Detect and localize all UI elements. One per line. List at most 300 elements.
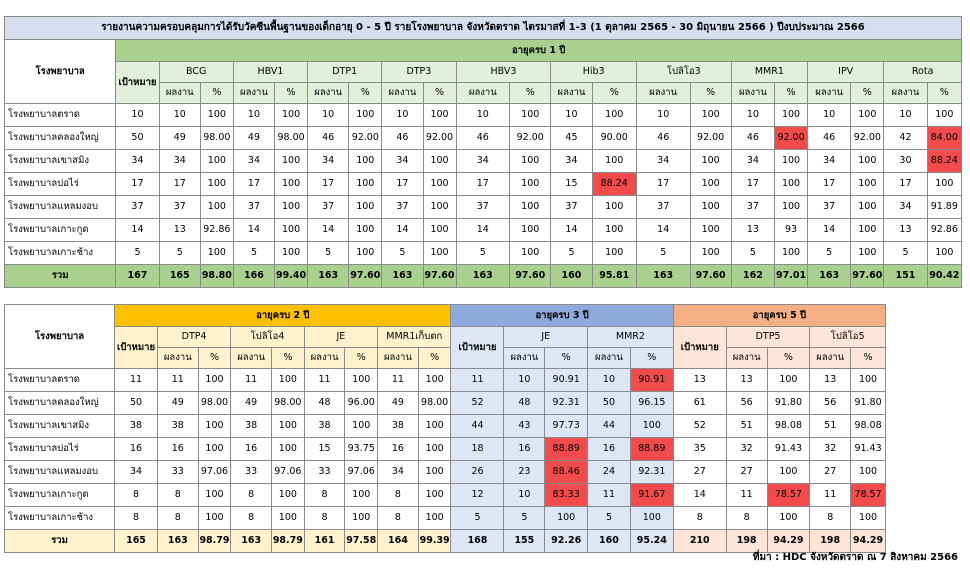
- result-cell: 17: [884, 173, 927, 196]
- table-row: [5, 219, 962, 242]
- percent-subheader: %: [275, 83, 308, 104]
- result-cell: 34: [808, 150, 851, 173]
- result-cell: 14: [233, 219, 274, 242]
- value-cell: 8: [157, 484, 198, 507]
- percent-cell: 100: [851, 242, 884, 265]
- result-subheader: ผลงาน: [233, 83, 274, 104]
- target-cell: 37: [116, 196, 159, 219]
- value-cell: 43: [504, 415, 545, 438]
- total-cell: 210: [673, 530, 726, 553]
- hospital-name: โรงพยาบาลเกาะช้าง: [5, 507, 115, 530]
- vaccine-header: JE: [304, 327, 377, 348]
- table-row: [5, 438, 886, 461]
- percent-cell: 100: [592, 104, 636, 127]
- result-cell: 10: [551, 104, 592, 127]
- result-cell: 5: [884, 242, 927, 265]
- value-cell: 11: [726, 484, 767, 507]
- total-cell: 160: [551, 265, 592, 288]
- value-cell: 92.31: [545, 392, 588, 415]
- vaccine-header: JE: [504, 327, 588, 348]
- result-cell: 5: [731, 242, 774, 265]
- result-subheader: ผลงาน: [308, 83, 349, 104]
- percent-cell: 100: [851, 150, 884, 173]
- percent-cell: 100: [592, 150, 636, 173]
- value-cell: 90.91: [545, 369, 588, 392]
- total-cell: 151: [884, 265, 927, 288]
- percent-cell: 100: [200, 196, 233, 219]
- total-cell: 95.24: [630, 530, 673, 553]
- total-cell: 90.42: [927, 265, 961, 288]
- percent-cell: 100: [510, 104, 551, 127]
- result-cell: 34: [382, 150, 423, 173]
- result-cell: 34: [636, 150, 690, 173]
- value-cell: 16: [504, 438, 545, 461]
- vaccine-header: Rota: [884, 62, 962, 83]
- target-cell: 26: [451, 461, 504, 484]
- table-row: [5, 196, 962, 219]
- result-cell: 46: [308, 127, 349, 150]
- value-cell: 100: [767, 461, 810, 484]
- percent-cell: 100: [690, 104, 731, 127]
- percent-subheader: %: [272, 348, 305, 369]
- value-cell: 100: [851, 461, 886, 484]
- result-subheader: ผลงาน: [810, 348, 851, 369]
- result-cell: 46: [456, 127, 510, 150]
- result-cell: 10: [808, 104, 851, 127]
- hospital-name: โรงพยาบาลตราด: [5, 104, 116, 127]
- value-cell: 98.08: [851, 415, 886, 438]
- total-cell: 161: [304, 530, 345, 553]
- percent-cell: 88.24: [927, 150, 961, 173]
- result-cell: 34: [456, 150, 510, 173]
- total-cell: 163: [456, 265, 510, 288]
- hospital-name: โรงพยาบาลตราด: [5, 369, 115, 392]
- age2-5-coverage-table: [4, 304, 886, 553]
- total-label: รวม: [5, 265, 116, 288]
- total-cell: 98.79: [272, 530, 305, 553]
- target-cell: 44: [451, 415, 504, 438]
- total-cell: 97.01: [775, 265, 808, 288]
- percent-cell: 100: [423, 150, 456, 173]
- result-cell: 5: [551, 242, 592, 265]
- result-subheader: ผลงาน: [304, 348, 345, 369]
- table-row: [5, 484, 886, 507]
- percent-subheader: %: [775, 83, 808, 104]
- target-cell: 13: [673, 369, 726, 392]
- percent-subheader: %: [423, 83, 456, 104]
- target-cell: 14: [116, 219, 159, 242]
- hospital-name: โรงพยาบาลคลองใหญ่: [5, 392, 115, 415]
- value-cell: 8: [157, 507, 198, 530]
- percent-cell: 100: [690, 173, 731, 196]
- percent-cell: 100: [851, 173, 884, 196]
- percent-cell: 100: [349, 242, 382, 265]
- value-cell: 34: [378, 461, 419, 484]
- value-cell: 23: [504, 461, 545, 484]
- value-cell: 97.06: [345, 461, 378, 484]
- percent-cell: 100: [349, 219, 382, 242]
- percent-cell: 100: [775, 196, 808, 219]
- total-cell: 98.79: [198, 530, 231, 553]
- result-cell: 37: [551, 196, 592, 219]
- result-subheader: ผลงาน: [726, 348, 767, 369]
- result-cell: 14: [308, 219, 349, 242]
- target-cell: 11: [115, 369, 158, 392]
- value-cell: 98.00: [198, 392, 231, 415]
- target-cell: 52: [673, 415, 726, 438]
- hospital-name: โรงพยาบาลเกาะกูด: [5, 484, 115, 507]
- percent-cell: 88.24: [592, 173, 636, 196]
- result-cell: 5: [233, 242, 274, 265]
- value-cell: 100: [198, 507, 231, 530]
- total-cell: 94.29: [767, 530, 810, 553]
- value-cell: 97.06: [272, 461, 305, 484]
- percent-subheader: %: [851, 348, 886, 369]
- report-title: รายงานความครอบคลุมการได้รับวัคซีนพื้นฐานของเด็กอายุ 0 - 5 ปี รายโรงพยาบาล จังหวัดตราด ไตรมาสที่ 1-3 (1 ตุลาคม 2565 - 30 มิถุนายน 2566 ) ปีงบประมาณ 2566: [5, 17, 962, 40]
- value-cell: 33: [231, 461, 272, 484]
- result-cell: 37: [456, 196, 510, 219]
- value-cell: 100: [418, 415, 451, 438]
- hospital-name: โรงพยาบาลแหลมงอบ: [5, 196, 116, 219]
- percent-subheader: %: [851, 83, 884, 104]
- percent-cell: 100: [690, 196, 731, 219]
- value-cell: 96.15: [630, 392, 673, 415]
- value-cell: 91.43: [767, 438, 810, 461]
- target-cell: 5: [116, 242, 159, 265]
- result-cell: 17: [159, 173, 200, 196]
- hospital-name: โรงพยาบาลเขาสมิง: [5, 150, 116, 173]
- value-cell: 24: [588, 461, 631, 484]
- result-cell: 5: [808, 242, 851, 265]
- percent-cell: 100: [275, 173, 308, 196]
- total-cell: 98.80: [200, 265, 233, 288]
- result-cell: 5: [382, 242, 423, 265]
- value-cell: 100: [418, 461, 451, 484]
- target-cell: 34: [115, 461, 158, 484]
- total-cell: 162: [731, 265, 774, 288]
- value-cell: 50: [588, 392, 631, 415]
- percent-cell: 100: [510, 219, 551, 242]
- value-cell: 100: [767, 507, 810, 530]
- result-subheader: ผลงาน: [808, 83, 851, 104]
- value-cell: 27: [810, 461, 851, 484]
- value-cell: 92.31: [630, 461, 673, 484]
- result-cell: 13: [731, 219, 774, 242]
- percent-cell: 100: [349, 196, 382, 219]
- value-cell: 48: [504, 392, 545, 415]
- value-cell: 56: [726, 392, 767, 415]
- percent-subheader: %: [510, 83, 551, 104]
- value-cell: 100: [345, 484, 378, 507]
- percent-cell: 91.89: [927, 196, 961, 219]
- result-cell: 10: [884, 104, 927, 127]
- value-cell: 97.73: [545, 415, 588, 438]
- percent-cell: 100: [275, 150, 308, 173]
- percent-cell: 100: [851, 104, 884, 127]
- result-cell: 17: [731, 173, 774, 196]
- hospital-name: โรงพยาบาลเกาะช้าง: [5, 242, 116, 265]
- percent-cell: 92.00: [423, 127, 456, 150]
- target-header: เป้าหมาย: [115, 327, 158, 369]
- percent-subheader: %: [767, 348, 810, 369]
- value-cell: 91.80: [851, 392, 886, 415]
- percent-cell: 100: [200, 242, 233, 265]
- table-row: [5, 461, 886, 484]
- target-cell: 38: [115, 415, 158, 438]
- value-cell: 98.00: [272, 392, 305, 415]
- value-cell: 27: [726, 461, 767, 484]
- value-cell: 16: [378, 438, 419, 461]
- vaccine-header: BCG: [159, 62, 233, 83]
- total-cell: 163: [636, 265, 690, 288]
- total-label: รวม: [5, 530, 115, 553]
- result-cell: 17: [308, 173, 349, 196]
- value-cell: 91.67: [630, 484, 673, 507]
- value-cell: 100: [198, 438, 231, 461]
- percent-cell: 100: [927, 242, 961, 265]
- value-cell: 100: [418, 369, 451, 392]
- result-cell: 14: [551, 219, 592, 242]
- value-cell: 90.91: [630, 369, 673, 392]
- total-cell: 168: [451, 530, 504, 553]
- value-cell: 10: [588, 369, 631, 392]
- value-cell: 13: [810, 369, 851, 392]
- value-cell: 91.43: [851, 438, 886, 461]
- result-cell: 17: [382, 173, 423, 196]
- result-cell: 34: [308, 150, 349, 173]
- value-cell: 97.06: [198, 461, 231, 484]
- percent-cell: 92.00: [349, 127, 382, 150]
- total-cell: 160: [588, 530, 631, 553]
- percent-cell: 100: [775, 173, 808, 196]
- value-cell: 100: [767, 369, 810, 392]
- result-cell: 49: [233, 127, 274, 150]
- result-cell: 37: [636, 196, 690, 219]
- value-cell: 11: [231, 369, 272, 392]
- result-cell: 37: [159, 196, 200, 219]
- result-cell: 5: [636, 242, 690, 265]
- result-subheader: ผลงาน: [456, 83, 510, 104]
- value-cell: 8: [378, 507, 419, 530]
- target-cell: 18: [451, 438, 504, 461]
- value-cell: 91.80: [767, 392, 810, 415]
- percent-cell: 100: [690, 219, 731, 242]
- value-cell: 78.57: [767, 484, 810, 507]
- percent-cell: 100: [200, 104, 233, 127]
- total-cell: 163: [157, 530, 198, 553]
- total-cell: 163: [231, 530, 272, 553]
- result-cell: 10: [233, 104, 274, 127]
- value-cell: 8: [231, 484, 272, 507]
- value-cell: 100: [272, 438, 305, 461]
- result-cell: 37: [808, 196, 851, 219]
- result-subheader: ผลงาน: [159, 83, 200, 104]
- value-cell: 100: [272, 369, 305, 392]
- percent-subheader: %: [418, 348, 451, 369]
- table-row: [5, 507, 886, 530]
- result-cell: 10: [456, 104, 510, 127]
- result-cell: 15: [551, 173, 592, 196]
- value-cell: 100: [545, 507, 588, 530]
- value-cell: 51: [726, 415, 767, 438]
- table-row: [5, 127, 962, 150]
- result-cell: 14: [808, 219, 851, 242]
- percent-cell: 100: [851, 196, 884, 219]
- result-subheader: ผลงาน: [731, 83, 774, 104]
- hospital-name: โรงพยาบาลคลองใหญ่: [5, 127, 116, 150]
- result-subheader: ผลงาน: [231, 348, 272, 369]
- target-header: เป้าหมาย: [673, 327, 726, 369]
- total-row: [5, 265, 962, 288]
- value-cell: 100: [630, 507, 673, 530]
- target-cell: 8: [673, 507, 726, 530]
- percent-cell: 92.00: [851, 127, 884, 150]
- percent-cell: 100: [275, 196, 308, 219]
- target-cell: 8: [115, 484, 158, 507]
- result-subheader: ผลงาน: [588, 348, 631, 369]
- value-cell: 100: [345, 507, 378, 530]
- target-cell: 14: [673, 484, 726, 507]
- value-cell: 44: [588, 415, 631, 438]
- total-cell: 99.39: [418, 530, 451, 553]
- value-cell: 5: [588, 507, 631, 530]
- hospital-name: โรงพยาบาลเกาะกูด: [5, 219, 116, 242]
- percent-cell: 98.00: [275, 127, 308, 150]
- value-cell: 10: [504, 369, 545, 392]
- vaccine-header: MMR2: [588, 327, 674, 348]
- value-cell: 38: [304, 415, 345, 438]
- result-cell: 37: [382, 196, 423, 219]
- value-cell: 11: [157, 369, 198, 392]
- percent-cell: 100: [690, 242, 731, 265]
- value-cell: 100: [272, 484, 305, 507]
- value-cell: 8: [231, 507, 272, 530]
- total-cell: 97.60: [349, 265, 382, 288]
- vaccine-header: HBV1: [233, 62, 307, 83]
- target-cell: 35: [673, 438, 726, 461]
- age1-group-header: อายุครบ 1 ปี: [116, 40, 962, 62]
- value-cell: 96.00: [345, 392, 378, 415]
- value-cell: 88.89: [545, 438, 588, 461]
- total-cell: 94.29: [851, 530, 886, 553]
- target-cell: 17: [116, 173, 159, 196]
- result-cell: 37: [308, 196, 349, 219]
- percent-cell: 100: [592, 219, 636, 242]
- percent-cell: 100: [349, 104, 382, 127]
- total-cell: 99.40: [275, 265, 308, 288]
- percent-cell: 100: [592, 196, 636, 219]
- target-cell: 10: [116, 104, 159, 127]
- value-cell: 11: [588, 484, 631, 507]
- vaccine-header: DTP3: [382, 62, 456, 83]
- target-cell: 12: [451, 484, 504, 507]
- value-cell: 100: [851, 369, 886, 392]
- percent-cell: 100: [275, 242, 308, 265]
- percent-cell: 92.00: [775, 127, 808, 150]
- value-cell: 78.57: [851, 484, 886, 507]
- total-cell: 97.60: [851, 265, 884, 288]
- hospital-header-2: โรงพยาบาล: [5, 305, 115, 369]
- percent-subheader: %: [592, 83, 636, 104]
- target-cell: 11: [451, 369, 504, 392]
- percent-cell: 100: [423, 104, 456, 127]
- result-subheader: ผลงาน: [382, 83, 423, 104]
- age1-coverage-table: [4, 16, 962, 288]
- value-cell: 33: [157, 461, 198, 484]
- value-cell: 100: [272, 415, 305, 438]
- value-cell: 32: [810, 438, 851, 461]
- result-cell: 46: [731, 127, 774, 150]
- total-cell: 165: [159, 265, 200, 288]
- target-cell: 27: [673, 461, 726, 484]
- total-cell: 163: [382, 265, 423, 288]
- value-cell: 16: [231, 438, 272, 461]
- percent-cell: 93: [775, 219, 808, 242]
- value-cell: 88.89: [630, 438, 673, 461]
- percent-cell: 100: [349, 150, 382, 173]
- value-cell: 8: [810, 507, 851, 530]
- target-cell: 61: [673, 392, 726, 415]
- table-row: [5, 369, 886, 392]
- value-cell: 5: [504, 507, 545, 530]
- result-cell: 17: [456, 173, 510, 196]
- result-subheader: ผลงาน: [884, 83, 927, 104]
- vaccine-header: Hib3: [551, 62, 637, 83]
- target-cell: 50: [116, 127, 159, 150]
- percent-cell: 100: [690, 150, 731, 173]
- percent-subheader: %: [927, 83, 961, 104]
- percent-subheader: %: [200, 83, 233, 104]
- result-cell: 17: [808, 173, 851, 196]
- result-cell: 10: [636, 104, 690, 127]
- value-cell: 100: [418, 484, 451, 507]
- value-cell: 98.08: [767, 415, 810, 438]
- percent-cell: 100: [775, 150, 808, 173]
- vaccine-header: โปลิโอ3: [636, 62, 731, 83]
- target-cell: 16: [115, 438, 158, 461]
- value-cell: 16: [588, 438, 631, 461]
- vaccine-header: MMR1: [731, 62, 807, 83]
- percent-cell: 100: [423, 173, 456, 196]
- percent-cell: 98.00: [200, 127, 233, 150]
- value-cell: 100: [198, 369, 231, 392]
- target-cell: 50: [115, 392, 158, 415]
- value-cell: 49: [231, 392, 272, 415]
- percent-cell: 100: [927, 104, 961, 127]
- result-cell: 10: [382, 104, 423, 127]
- total-cell: 155: [504, 530, 545, 553]
- value-cell: 51: [810, 415, 851, 438]
- value-cell: 93.75: [345, 438, 378, 461]
- value-cell: 48: [304, 392, 345, 415]
- vaccine-header: DTP5: [726, 327, 810, 348]
- total-cell: 166: [233, 265, 274, 288]
- age3-group-header: อายุครบ 3 ปี: [451, 305, 673, 327]
- total-cell: 97.60: [423, 265, 456, 288]
- vaccine-header: IPV: [808, 62, 884, 83]
- percent-subheader: %: [545, 348, 588, 369]
- target-header: เป้าหมาย: [116, 62, 159, 104]
- total-cell: 165: [115, 530, 158, 553]
- result-cell: 14: [456, 219, 510, 242]
- value-cell: 38: [231, 415, 272, 438]
- value-cell: 100: [198, 484, 231, 507]
- total-cell: 198: [726, 530, 767, 553]
- percent-subheader: %: [630, 348, 673, 369]
- table-row: [5, 415, 886, 438]
- value-cell: 100: [630, 415, 673, 438]
- result-cell: 30: [884, 150, 927, 173]
